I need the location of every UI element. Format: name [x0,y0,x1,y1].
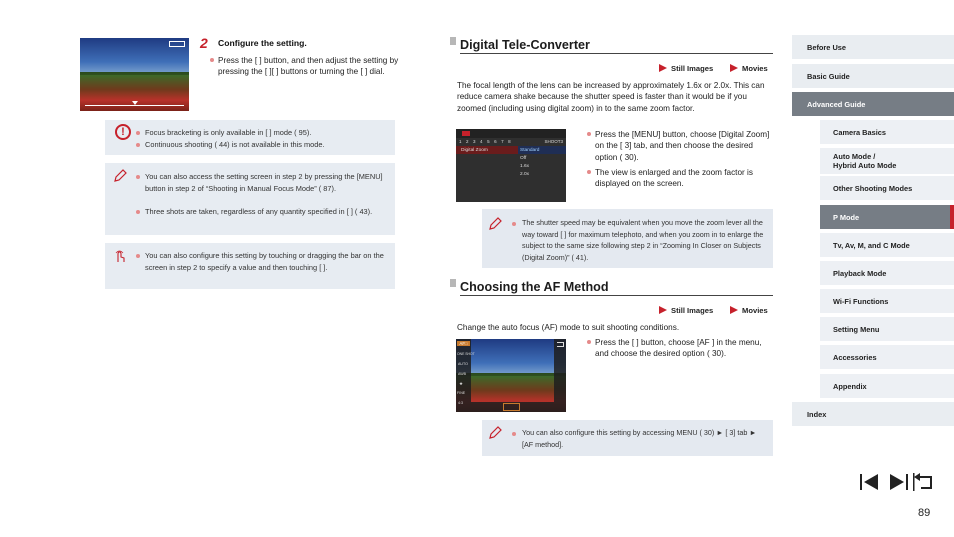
back-icon [557,342,564,347]
nav-p-mode[interactable] [820,205,954,229]
tab-label: SHOOT3 [544,139,563,144]
step-number: 2 [200,35,208,51]
nav-label: Camera Basics [833,127,887,137]
tele-bullet: The view is enlarged and the zoom factor is displayed on the screen. [595,168,753,189]
nav-label: Setting Menu [833,324,880,334]
bullet-icon [136,143,140,147]
nav-camera-basics[interactable] [820,120,954,144]
tele-intro: The focal length of the lens can be increased by approximately 1.6x or 2.0x. This can reduce camera shake because the shutter speed is faster than it would be if you zoomed (including using digital zoom) in to the same zoom factor. [457,81,765,113]
bullet-icon [136,254,140,258]
option: Standard [520,148,540,153]
pencil-icon [113,169,127,183]
triangle-icon [659,306,667,314]
option: Off [520,156,527,161]
memo-item: Three shots are taken, regardless of any quantity specified in [ ] ( 43). [145,207,373,216]
memo-item: You can also access the setting screen in step 2 by pressing the [MENU] button in step 2 of “Shooting in Manual Focus Mode” ( 87). [145,172,383,193]
nav-label: Wi-Fi Functions [833,296,889,306]
nav-auto-mode[interactable] [820,148,954,174]
selected-indicator [950,205,954,229]
bullet-icon [587,170,591,174]
af-side-label: AWB [458,372,467,376]
mode-movies [730,306,768,315]
af-note: You can also configure this setting by accessing MENU ( 30) ► [ 3] tab ► [AF method]. [522,428,757,449]
caution-item: Focus bracketing is only available in [ ] mode ( 95). [145,128,312,137]
movies-label: Movies [742,306,768,315]
section-title-af: Choosing the AF Method [460,280,773,296]
nav-wifi-functions[interactable] [820,289,954,313]
mode-movies [730,64,768,73]
bullet-icon [587,340,591,344]
af-option-selected: AF□ [457,341,470,346]
nav-label: Basic Guide [807,71,850,81]
nav-playback-mode[interactable] [820,261,954,285]
bullet-icon [136,175,140,179]
tab-numbers: 12345678 [459,139,516,144]
triangle-icon [659,64,667,72]
digital-zoom-menu-screen [456,129,566,202]
nav-label: Index [807,409,827,419]
tele-note-box [482,209,773,268]
triangle-icon [730,306,738,314]
nav-label: Tv, Av, M, and C Mode [833,240,910,250]
af-side-label: ★ [459,381,464,386]
option: 1.6x [520,164,530,169]
caution-box [105,120,395,155]
af-side-label: FINE [457,391,466,395]
tele-bullet: Press the [MENU] button, choose [Digital Zoom] on the [ 3] tab, and then choose the desired option ( 30). [595,130,770,162]
bullet-icon [136,210,140,214]
still-label: Still Images [671,64,714,73]
step-text: Press the [ ] button, and then adjust the setting by pressing the [ ][ ] buttons or turning the [ ] dial. [218,56,399,77]
nav-label: P Mode [833,212,860,222]
section-marker [450,279,456,287]
nav-setting-menu[interactable] [820,317,954,341]
af-note-box [482,420,773,456]
nav-label: Appendix [833,381,867,391]
nav-accessories[interactable] [820,345,954,369]
touch-icon [113,249,127,263]
section-marker [450,37,456,45]
bracketing-screen-image [80,38,189,111]
nav-label: Advanced Guide [807,99,866,109]
nav-label: Before Use [807,42,847,52]
af-side-label: 4:3 [458,401,463,405]
af-side-label: AUTO [458,362,468,366]
tele-note: The shutter speed may be equivalent when you move the zoom lever all the way toward [ ] for maximum telephoto, and when you zoom in to enlarge the subject to the same size following step 2 in “Zooming In Closer on Subjects (Digital Zoom)” ( 41). [522,218,764,262]
prev-page-icon[interactable] [858,472,882,492]
still-label: Still Images [671,306,714,315]
caution-item: Continuous shooting ( 44) is not available in this mode. [145,140,325,149]
page-number: 89 [918,507,931,519]
bullet-icon [587,132,591,136]
nav-label: Playback Mode [833,268,887,278]
nav-index[interactable] [792,402,954,426]
nav-label: Auto Mode / Hybrid Auto Mode [833,152,897,170]
touch-item: You can also configure this setting by touching or dragging the bar on the screen in step 2 to specify a value and then touching [ ]. [145,251,384,272]
nav-advanced-guide[interactable] [792,92,954,116]
movies-label: Movies [742,64,768,73]
nav-appendix[interactable] [820,374,954,398]
pencil-icon [488,426,502,440]
step-title: Configure the setting. [218,38,307,48]
option: 2.0x [520,172,530,177]
nav-before-use[interactable] [792,35,954,59]
caution-icon: ! [115,124,131,140]
menu-item: Digital Zoom [461,148,488,153]
touch-box [105,243,395,289]
af-bullet: Press the [ ] button, choose [AF ] in the menu, and choose the desired option ( 30). [595,338,762,359]
pencil-icon [488,217,502,231]
af-menu-screen [456,339,566,412]
triangle-icon [730,64,738,72]
return-icon[interactable] [912,472,936,492]
nav-label: Other Shooting Modes [833,183,913,193]
nav-tv-av-m-c-mode[interactable] [820,233,954,257]
nav-label: Accessories [833,352,877,362]
af-side-label: ONE SHOT [457,352,475,356]
af-bottom-selected [503,403,520,411]
bullet-icon [210,58,214,62]
section-title-tele: Digital Tele-Converter [460,38,773,54]
bullet-icon [512,432,516,436]
camera-tab-icon [462,131,470,136]
af-intro: Change the auto focus (AF) mode to suit shooting conditions. [457,323,680,332]
bullet-icon [136,131,140,135]
nav-other-shooting-modes[interactable] [820,176,954,200]
mode-still-images [659,306,713,315]
memo-box [105,163,395,235]
next-page-icon[interactable] [886,472,910,492]
bullet-icon [512,222,516,226]
nav-basic-guide[interactable] [792,64,954,88]
mode-still-images [659,64,713,73]
